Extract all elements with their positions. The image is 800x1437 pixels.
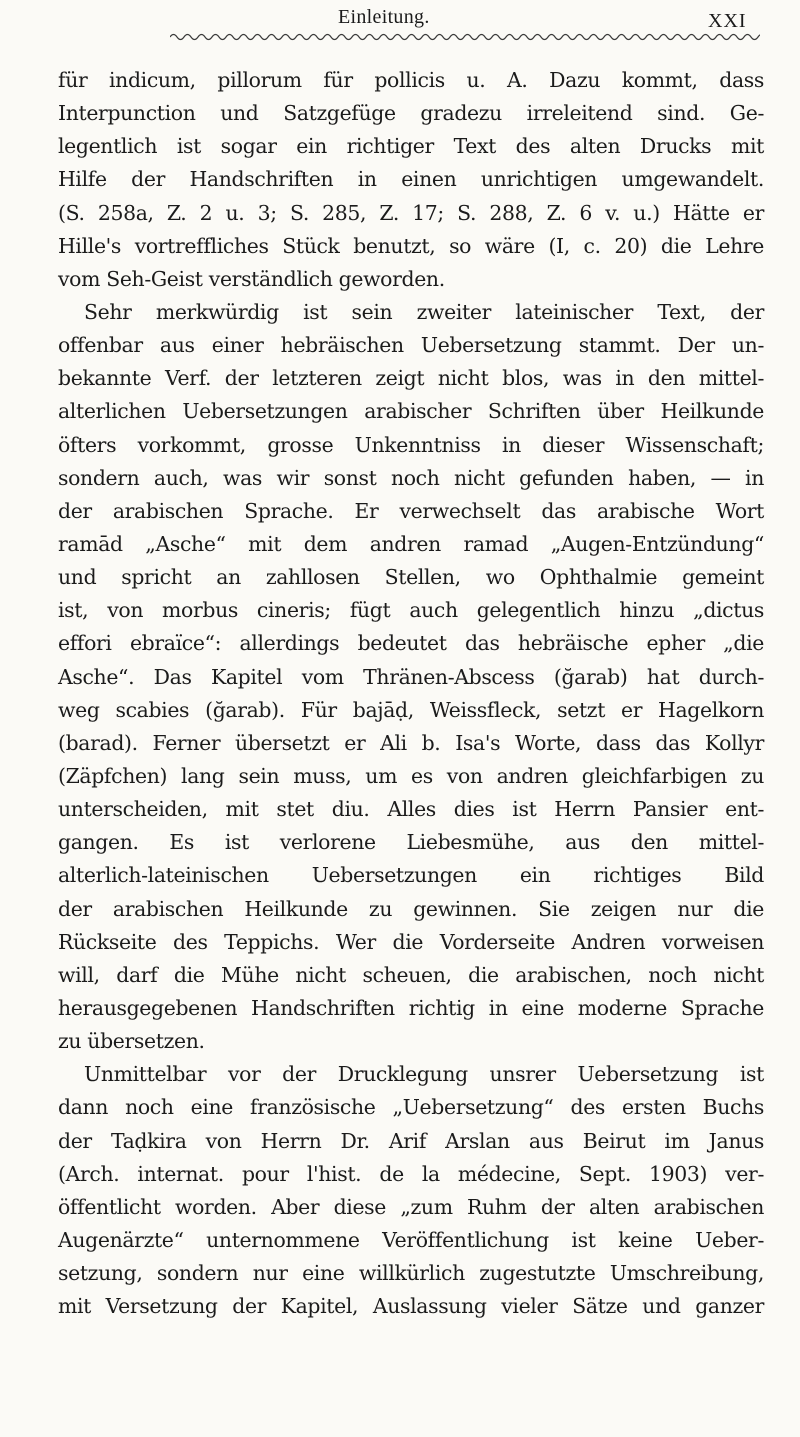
text-line: Interpunction und Satzgefüge gradezu irreleitend sind. Ge- [58,101,764,126]
running-head [0,0,800,32]
text-line: Sehr merkwürdig ist sein zweiter lateinischer Text, der [84,299,764,324]
text-line: weg scabies (ğarab). Für bajāḍ, Weissfleck, setzt er Hagelkorn [58,697,764,722]
text-line: will, darf die Mühe nicht scheuen, die arabischen, noch nicht [58,962,764,987]
ornamental-rule [170,31,760,43]
text-line: ramād „Asche“ mit dem andren ramad „Augen-Entzündung“ [58,531,764,556]
text-line: unterscheiden, mit stet diu. Alles dies ist Herrn Pansier ent- [58,797,764,822]
text-line: Augenärzte“ unternommene Veröffentlichung ist keine Ueber- [58,1227,764,1252]
text-line: Asche“. Das Kapitel vom Thränen-Abscess (ğarab) hat durch- [58,664,764,689]
wavy-rule-graphic [170,31,760,43]
text-line: Hille's vortreffliches Stück benutzt, so wäre (I, c. 20) die Lehre [58,233,764,258]
text-line: öfters vorkommt, grosse Unkenntniss in dieser Wissenschaft; [58,432,764,457]
text-line: mit Versetzung der Kapitel, Auslassung vieler Sätze und ganzer [58,1294,764,1319]
text-line: Rückseite des Teppichs. Wer die Vorderseite Andren vorweisen [58,929,764,954]
text-line: herausgegebenen Handschriften richtig in eine moderne Sprache [58,995,764,1020]
text-line: alterlichen Uebersetzungen arabischer Schriften über Heilkunde [58,399,764,424]
text-line: bekannte Verf. der letzteren zeigt nicht blos, was in den mittel- [58,366,764,391]
text-line: setzung, sondern nur eine willkürlich zugestutzte Umschreibung, [58,1261,764,1286]
text-line: vom Seh-Geist verständlich geworden. [58,266,445,291]
text-line: alterlich-lateinischen Uebersetzungen ein richtiges Bild [58,863,764,888]
text-line: und spricht an zahllosen Stellen, wo Ophthalmie gemeint [58,565,764,590]
text-line: der arabischen Heilkunde zu gewinnen. Sie zeigen nur die [58,896,764,921]
text-line: der arabischen Sprache. Er verwechselt das arabische Wort [58,498,764,523]
text-line: sondern auch, was wir sonst noch nicht gefunden haben, — in [58,465,764,490]
text-line: legentlich ist sogar ein richtiger Text des alten Drucks mit [58,134,764,159]
text-line: dann noch eine französische „Uebersetzung“ des ersten Buchs [58,1095,764,1120]
running-title: Einleitung. [338,6,430,28]
text-line: Unmittelbar vor der Drucklegung unsrer Uebersetzung ist [84,1062,764,1087]
text-line: zu übersetzen. [58,1029,205,1054]
text-line: (Arch. internat. pour l'hist. de la médecine, Sept. 1903) ver- [58,1161,764,1186]
body-text [58,64,764,1323]
text-line: ist, von morbus cineris; fügt auch gelegentlich hinzu „dictus [58,598,764,623]
text-line: offenbar aus einer hebräischen Uebersetzung stammt. Der un- [58,333,764,358]
text-line: der Taḍkira von Herrn Dr. Arif Arslan aus Beirut im Janus [58,1128,764,1153]
text-line: (Zäpfchen) lang sein muss, um es von andren gleichfarbigen zu [58,763,764,788]
text-line: öffentlicht worden. Aber diese „zum Ruhm der alten arabischen [58,1194,764,1219]
text-line: Hilfe der Handschriften in einen unrichtigen umgewandelt. [58,167,764,192]
text-line: effori ebraïce“: allerdings bedeutet das hebräische epher „die [58,631,764,656]
text-line: (barad). Ferner übersetzt er Ali b. Isa's Worte, dass das Kollyr [58,730,764,755]
page-number: XXI [708,10,747,32]
text-line: gangen. Es ist verlorene Liebesmühe, aus den mittel- [58,830,764,855]
text-line: für indicum, pillorum für pollicis u. A. Dazu kommt, dass [58,68,764,92]
text-line: (S. 258a, Z. 2 u. 3; S. 285, Z. 17; S. 288, Z. 6 v. u.) Hätte er [58,200,764,225]
